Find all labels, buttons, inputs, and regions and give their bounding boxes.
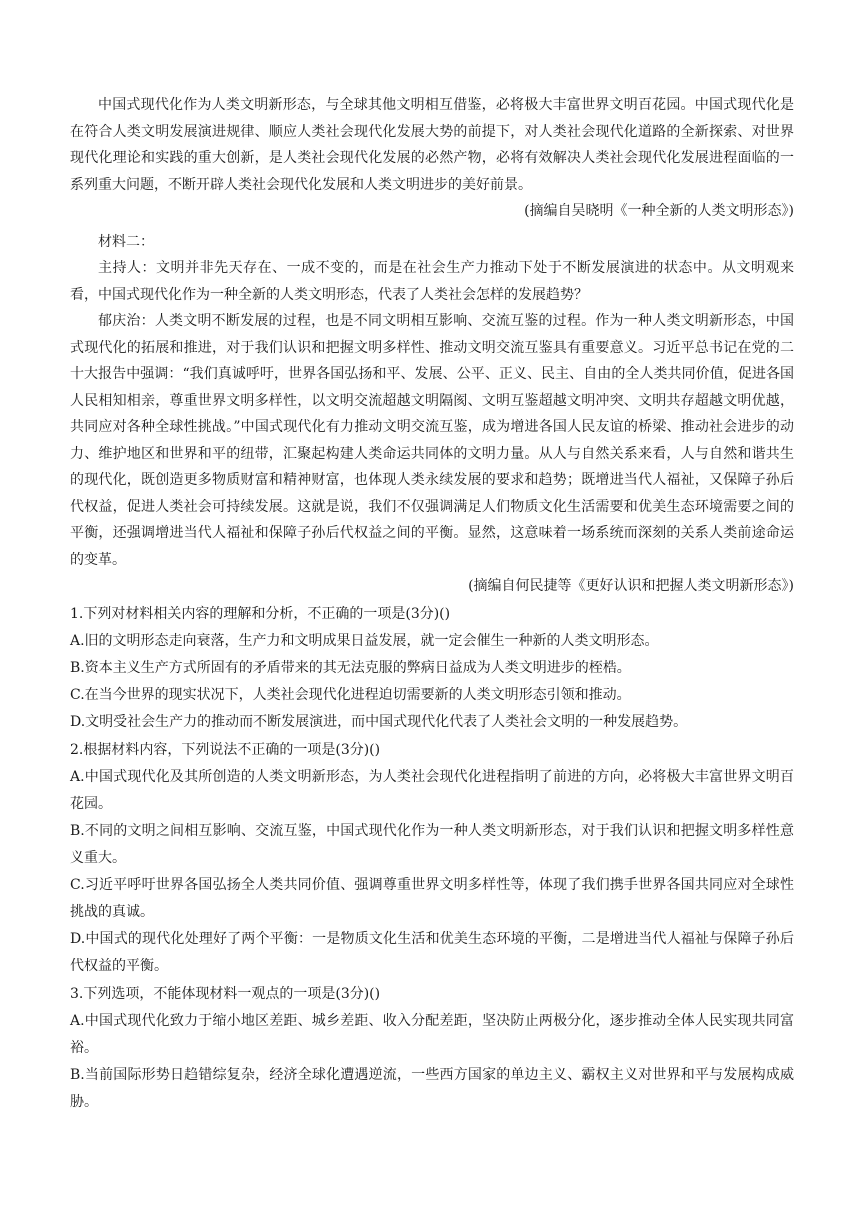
question-stem: 2.根据材料内容，下列说法不正确的一项是(3分)() (70, 741, 381, 758)
question-stem: 3.下列选项，不能体现材料一观点的一项是(3分)() (70, 985, 381, 1002)
option-b: B.当前国际形势日趋错综复杂，经济全球化遭遇逆流，一些西方国家的单边主义、霸权主义对世界和平与发展构成威胁。 (70, 1066, 794, 1110)
option-a: A.中国式现代化及其所创造的人类文明新形态，为人类社会现代化进程指明了前进的方向，必将极大丰富世界文明百花园。 (70, 768, 794, 812)
material1-paragraph: 中国式现代化作为人类文明新形态，与全球其他文明相互借鉴，必将极大丰富世界文明百花园。中国式现代化是在符合人类文明发展演进规律、顺应人类社会现代化发展大势的前提下，对人类社会现代化道路的全新探索、对世界现代化理论和实践的重大创新，是人类社会现代化发展的必然产物，必将有效解决人类社会现代化发展进程面临的一系列重大问题，不断开辟人类社会现代化发展和人类文明进步的美好前景。 (70, 97, 794, 193)
question-2 (70, 737, 794, 980)
material1-source: (摘编自吴晓明《一种全新的人类文明形态》) (524, 203, 794, 219)
option-a: A.中国式现代化致力于缩小地区差距、城乡差距、收入分配差距，坚决防止两极分化，逐步推动全体人民实现共同富裕。 (70, 1012, 794, 1056)
option-d: D.文明受社会生产力的推动而不断发展演进，而中国式现代化代表了人类社会文明的一种发展趋势。 (70, 713, 688, 730)
option-b: B.不同的文明之间相互影响、交流互鉴，中国式现代化作为一种人类文明新形态，对于我们认识和把握文明多样性意义重大。 (70, 822, 794, 866)
option-c: C.在当今世界的现实状况下，人类社会现代化进程迫切需要新的人类文明形态引领和推动。 (70, 686, 631, 703)
material2-heading: 材料二： (98, 233, 154, 250)
option-d: D.中国式的现代化处理好了两个平衡：一是物质文化生活和优美生态环境的平衡，二是增进当代人福祉与保障子孙后代权益的平衡。 (70, 930, 794, 974)
exam-page (70, 92, 794, 1116)
material2-source: (摘编自何民捷等《更好认识和把握人类文明新形态》) (468, 578, 794, 594)
question-stem: 1.下列对材料相关内容的理解和分析，不正确的一项是(3分)() (70, 605, 451, 622)
question-1 (70, 601, 794, 736)
option-a: A.旧的文明形态走向衰落，生产力和文明成果日益发展，就一定会催生一种新的人类文明形态。 (70, 632, 659, 649)
host-question: 主持人：文明并非先天存在、一成不变的，而是在社会生产力推动下处于不断发展演进的状态中。从文明观来看，中国式现代化作为一种全新的人类文明形态，代表了人类社会怎样的发展趋势？ (70, 260, 794, 303)
guest-answer: 郁庆治：人类文明不断发展的过程，也是不同文明相互影响、交流互鉴的过程。作为一种人类文明新形态，中国式现代化的拓展和推进，对于我们认识和把握文明多样性、推动文明交流互鉴具有重要意义。习近平总书记在党的二十大报告中强调：“我们真诚呼吁，世界各国弘扬和平、发展、公平、正义、民主、自由的全人类共同价值，促进各国人民相知相亲，尊重世界文明多样性，以文明交流超越文明隔阂、文明互鉴超越文明冲突、文明共存超越文明优越，共同应对各种全球性挑战。”中国式现代化有力推动文明交流互鉴，成为增进各国人民友谊的桥梁、推动社会进步的动力、维护地区和世界和平的纽带，汇聚起构建人类命运共同体的文明力量。从人与自然关系来看，人与自然和谐共生的现代化，既创造更多物质财富和精神财富，也体现人类永续发展的要求和趋势；既增进当代人福祉，又保障子孙后代权益，促进人类社会可持续发展。这就是说，我们不仅强调满足人们物质文化生活需要和优美生态环境需要之间的平衡，还强调增进当代人福祉和保障子孙后代权益之间的平衡。显然，这意味着一场系统而深刻的关系人类前途命运的变革。 (70, 313, 794, 568)
question-3 (70, 981, 794, 1116)
option-c: C.习近平呼吁世界各国弘扬全人类共同价值、强调尊重世界文明多样性等，体现了我们携手世界各国共同应对全球性挑战的真诚。 (70, 876, 794, 920)
option-b: B.资本主义生产方式所固有的矛盾带来的其无法克服的弊病日益成为人类文明进步的桎梏。 (70, 659, 631, 676)
